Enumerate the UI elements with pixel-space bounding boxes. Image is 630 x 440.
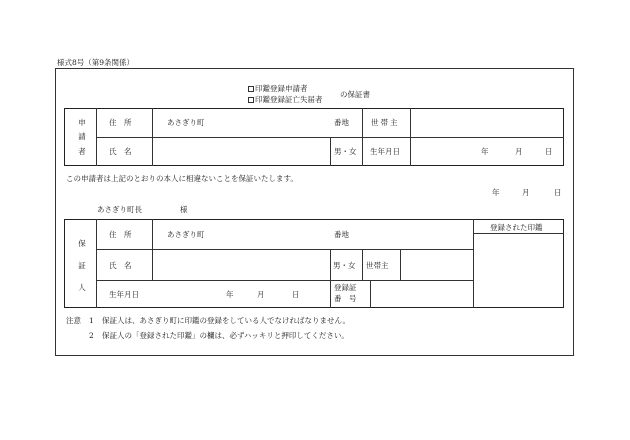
date-month: 月 <box>522 188 530 197</box>
guarantor-dob-day: 日 <box>292 290 300 299</box>
guarantor-seal-label: 登録された印鑑 <box>490 223 543 232</box>
note-2-text: 保証人の「登録された印鑑」の欄は、必ずハッキリと押印してください。 <box>102 331 349 340</box>
header-suffix: の保証書 <box>340 90 370 99</box>
guarantor-banchi-label: 番地 <box>334 230 349 239</box>
guarantor-dob-year: 年 <box>226 290 234 299</box>
applicant-gender-label: 男・女 <box>334 147 357 156</box>
guarantor-name-label: 氏 名 <box>109 261 132 270</box>
checkbox-icon[interactable] <box>248 97 254 103</box>
notes-label: 注意 <box>66 316 81 325</box>
applicant-banchi-label: 番地 <box>334 118 349 127</box>
applicant-name-label: 氏 名 <box>109 147 132 156</box>
date-day: 日 <box>554 188 562 197</box>
form-number: 様式8号（第9条関係） <box>57 58 135 67</box>
guarantee-statement: この申請者は上記のとおりの本人に相違ないことを保証いたします。 <box>66 174 298 183</box>
guarantor-address-label: 住 所 <box>109 230 132 239</box>
applicant-address-label: 住 所 <box>109 118 132 127</box>
applicant-dob-year: 年 <box>481 147 489 156</box>
date-year: 年 <box>492 188 500 197</box>
guarantor-dob-month: 月 <box>257 290 265 299</box>
applicant-dob-day: 日 <box>545 147 553 156</box>
guarantor-gender-label: 男・女 <box>333 261 356 270</box>
applicant-section-label: 申請者 <box>78 118 86 156</box>
guarantor-dob-label: 生年月日 <box>109 290 139 299</box>
note-1-text: 保証人は、あさぎり町に印鑑の登録をしている人でなければなりません。 <box>102 316 350 325</box>
applicant-address-value: あさぎり町 <box>167 118 205 127</box>
note-1-number: 1 <box>89 316 94 325</box>
header-option-1: 印鑑登録申請者 <box>248 85 308 93</box>
header-option-2: 印鑑登録証亡失届者 <box>248 96 323 104</box>
guarantor-household-head-label: 世帯主 <box>366 261 389 270</box>
note-2-number: 2 <box>89 331 94 340</box>
guarantor-address-value: あさぎり町 <box>167 230 205 239</box>
addressee-mayor: あさぎり町長 <box>97 205 142 214</box>
applicant-household-head-label: 世帯主 <box>371 118 400 127</box>
applicant-dob-label: 生年月日 <box>370 147 400 156</box>
checkbox-icon[interactable] <box>248 86 254 92</box>
guarantor-reg-number-label-1: 登録証 <box>334 283 357 292</box>
applicant-dob-month: 月 <box>515 147 523 156</box>
addressee-honorific: 様 <box>180 205 188 214</box>
guarantor-reg-number-label-2: 番 号 <box>334 294 357 303</box>
guarantor-section-label: 保証人 <box>78 239 86 292</box>
